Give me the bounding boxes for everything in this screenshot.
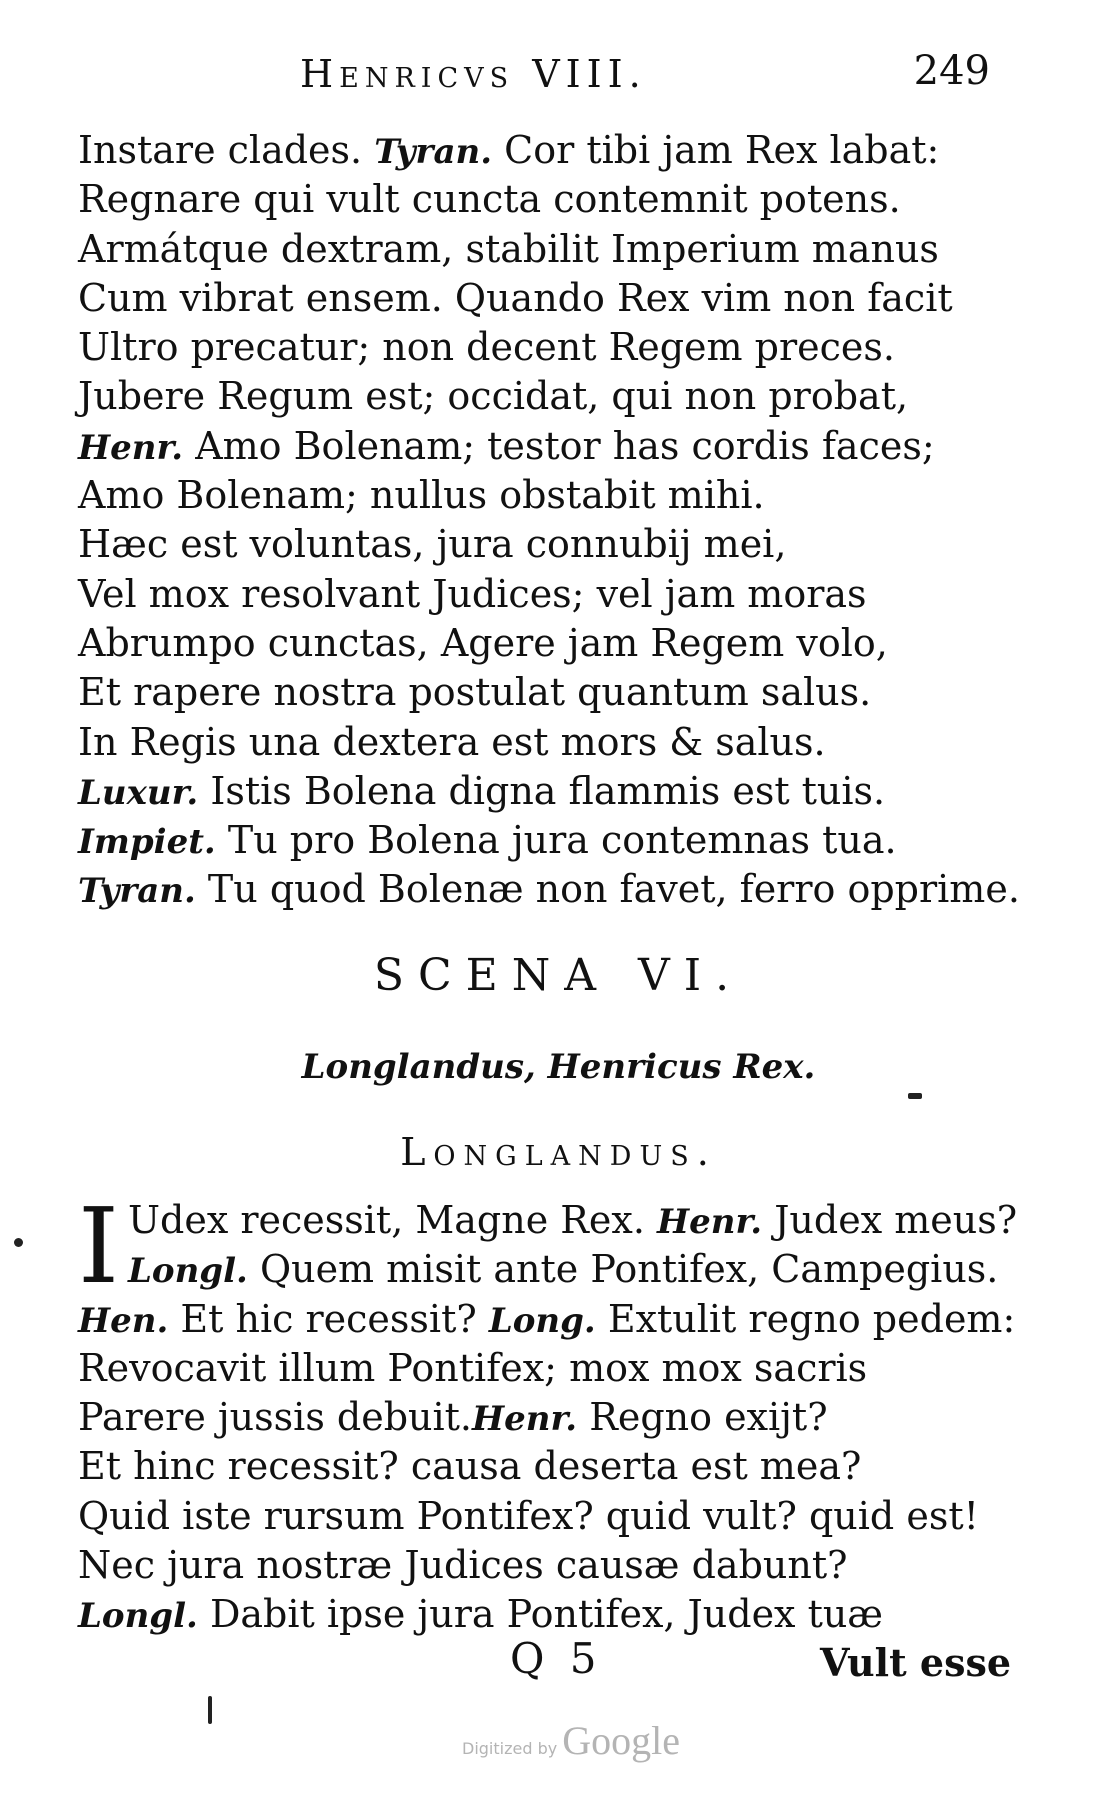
verse-block	[78, 126, 1020, 915]
verse-line: Jubere Regum est; occidat, qui non probat,	[78, 374, 909, 419]
verse-line: Abrumpo cunctas, Agere jam Regem volo,	[78, 620, 888, 665]
running-title: Henricvs VIII.	[300, 52, 647, 96]
speaker-label: Luxur.	[78, 772, 199, 813]
verse-line: Amo Bolenam; nullus obstabit mihi.	[78, 473, 765, 518]
dialogue-line: Longl. Dabit ipse jura Pontifex, Judex tuæ	[78, 1592, 884, 1637]
verse-line: Luxur. Istis Bolena digna flammis est tuis.	[78, 768, 886, 813]
verse-line: Vel mox resolvant Judices; vel jam moras	[78, 571, 867, 616]
speaker-label: Henr.	[472, 1399, 578, 1440]
drop-capital: I	[78, 1185, 120, 1307]
verse-line: Hæc est voluntas, jura connubij mei,	[78, 522, 787, 567]
speaker-label: Henr.	[657, 1202, 763, 1242]
verse-line: Impiet. Tu pro Bolena jura contemnas tua.	[78, 818, 897, 863]
speaker-label: Longl.	[78, 1596, 198, 1637]
verse-line: Ultro precatur; non decent Regem preces.	[78, 325, 895, 370]
catchword: Vult esse	[820, 1640, 1012, 1685]
verse-line: Regnare qui vult cuncta contemnit potens.	[78, 177, 901, 222]
speaker-label: Tyran.	[78, 871, 196, 912]
verse-line: In Regis una dextera est mors & salus.	[78, 719, 826, 764]
scene-speaker: Longlandus.	[400, 1130, 717, 1174]
ink-speck	[14, 1238, 23, 1247]
dialogue-line: Quid iste rursum Pontifex? quid vult? quid est!	[78, 1493, 979, 1538]
dialogue-line: Nec jura nostræ Judices causæ dabunt?	[78, 1543, 848, 1588]
page-header	[300, 48, 990, 100]
dialogue-line: Longl. Quem misit ante Pontifex, Campegius.	[128, 1247, 999, 1292]
verse-line: Tyran. Tu quod Bolenæ non favet, ferro opprime.	[78, 867, 1020, 912]
verse-line: Instare clades. Tyran. Cor tibi jam Rex labat:	[78, 128, 940, 172]
dialogue-line: Hen. Et hic recessit? Long. Extulit regno pedem:	[78, 1296, 1016, 1341]
verse-line: Henr. Amo Bolenam; testor has cordis faces;	[78, 423, 935, 468]
page-number: 249	[913, 48, 990, 94]
watermark-prefix: Digitized by	[462, 1739, 558, 1758]
scene-characters: Longlandus, Henricus Rex.	[301, 1047, 816, 1087]
speaker-label: Tyran.	[374, 132, 493, 172]
signature-mark: Q 5	[510, 1634, 603, 1683]
speaker-label: Hen.	[78, 1300, 169, 1341]
dialogue-line: Udex recessit, Magne Rex. Henr. Judex meus?	[128, 1198, 1018, 1242]
speaker-label: Longl.	[128, 1251, 248, 1292]
dialogue-line: Parere jussis debuit.Henr. Regno exijt?	[78, 1395, 828, 1440]
scene-heading: SCENA VI.	[373, 950, 744, 1001]
speaker-label: Henr.	[78, 427, 184, 468]
dialogue-line: Revocavit illum Pontifex; mox mox sacris	[78, 1345, 868, 1390]
verse-line: Et rapere nostra postulat quantum salus.	[78, 670, 872, 715]
verse-line: Cum vibrat ensem. Quando Rex vim non facit	[78, 275, 953, 320]
dialogue-line: Et hinc recessit? causa deserta est mea?	[78, 1444, 862, 1489]
verse-line: Armátque dextram, stabilit Imperium manus	[78, 226, 939, 271]
ink-speck	[208, 1696, 212, 1724]
speaker-label: Impiet.	[78, 822, 216, 863]
digitization-watermark	[462, 1717, 680, 1764]
dialogue-block	[78, 1185, 1018, 1640]
speaker-label: Long.	[488, 1300, 596, 1341]
watermark-brand: Google	[562, 1718, 681, 1763]
ink-speck	[908, 1093, 922, 1099]
